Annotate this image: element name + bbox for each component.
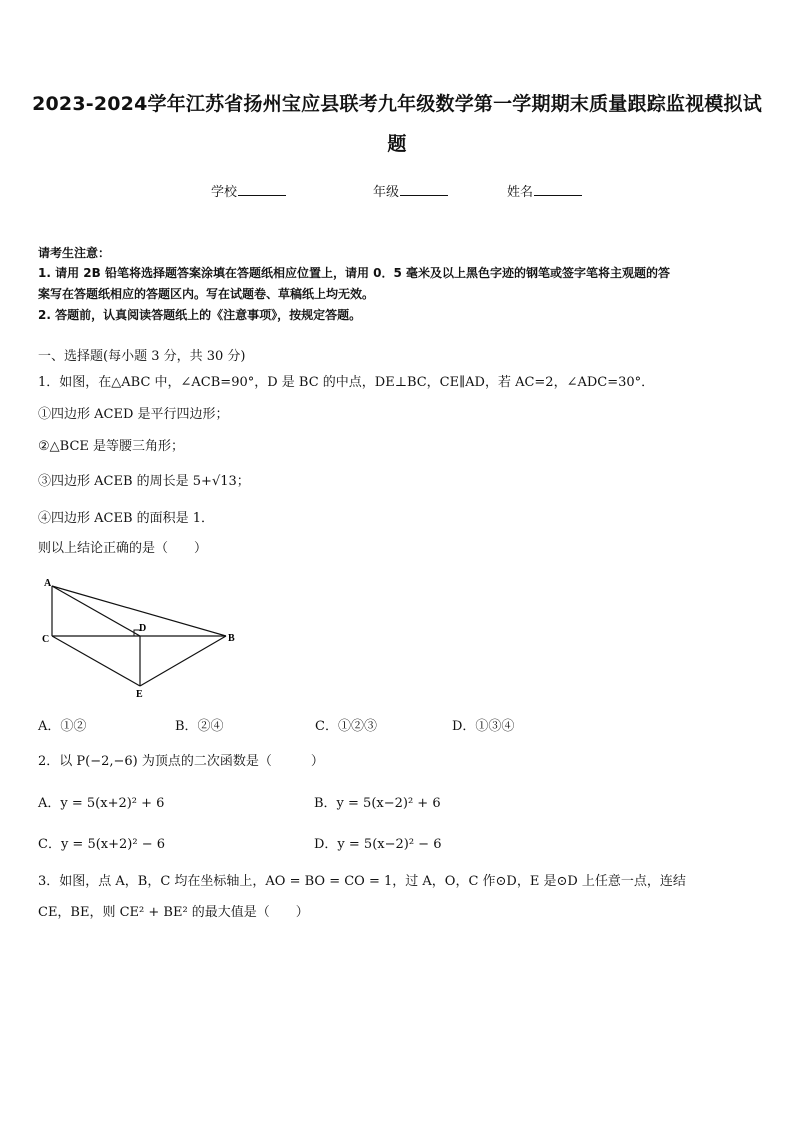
q1-geometry-figure [36,574,246,704]
name-blank [534,183,582,196]
q1-option-a[interactable]: A．①② [38,719,87,734]
q1-option-c[interactable]: C．①②③ [315,719,377,734]
q2-stem: 2．以 P(−2,−6) 为顶点的二次函数是（ ） [38,754,324,769]
q1-question: 则以上结论正确的是（ ） [38,541,208,556]
q3-stem-line2: CE，BE，则 CE² + BE² 的最大值是（ ） [38,905,309,920]
segment-ce [52,636,140,686]
notice-heading: 请考生注意： [38,246,111,260]
name-field [507,181,582,200]
notice-item1-line1: 1. 请用 2B 铅笔将选择题答案涂填在答题纸相应位置上，请用 0．5 毫米及以上黑色字迹的钢笔或签字笔将主观题的答 [38,266,670,280]
label-b: B [228,633,235,644]
page-title-line2: 题 [387,133,407,155]
q1-option-d[interactable]: D．①③④ [452,719,515,734]
label-d: D [139,623,147,634]
notice-item1-line2: 案写在答题纸相应的答题区内。写在试题卷、草稿纸上均无效。 [38,287,375,301]
q1-stem: 1．如图，在△ABC 中，∠ACB=90°，D 是 BC 的中点，DE⊥BC，CE∥AD，若 AC=2，∠ADC=30°． [38,375,655,390]
q2-option-a[interactable]: A．y = 5(x+2)² + 6 [38,796,165,811]
q1-statement-2: ②△BCE 是等腰三角形； [38,439,185,454]
name-label: 姓名 [507,185,534,200]
grade-label: 年级 [373,185,400,200]
q1-statement-1: ①四边形 ACED 是平行四边形； [38,407,229,422]
page-title-line1: 2023-2024学年江苏省扬州宝应县联考九年级数学第一学期期末质量跟踪监视模拟试 [32,93,762,115]
q3-stem-line1: 3．如图，点 A，B，C 均在坐标轴上，AO = BO = CO = 1，过 A，O，C 作⊙D，E 是⊙D 上任意一点，连结 [38,874,686,889]
q1-option-b[interactable]: B．②④ [175,719,224,734]
q2-option-d[interactable]: D．y = 5(x−2)² − 6 [314,837,442,852]
segment-ad [52,586,140,636]
q1-statement-3: ③四边形 ACEB 的周长是 5+√13； [38,474,250,489]
label-c: C [42,634,50,645]
school-label: 学校 [211,185,238,200]
school-field [211,181,286,200]
school-blank [238,183,286,196]
q2-option-c[interactable]: C．y = 5(x+2)² − 6 [38,837,165,852]
q1-statement-4: ④四边形 ACEB 的面积是 1． [38,511,215,526]
section-heading: 一、选择题(每小题 3 分，共 30 分) [38,349,246,364]
label-e: E [136,689,143,700]
notice-item2: 2. 答题前，认真阅读答题纸上的《注意事项》，按规定答题。 [38,308,362,322]
grade-blank [400,183,448,196]
q2-option-b[interactable]: B．y = 5(x−2)² + 6 [314,796,441,811]
segment-eb [140,636,226,686]
grade-field [373,181,448,200]
label-a: A [44,578,52,589]
